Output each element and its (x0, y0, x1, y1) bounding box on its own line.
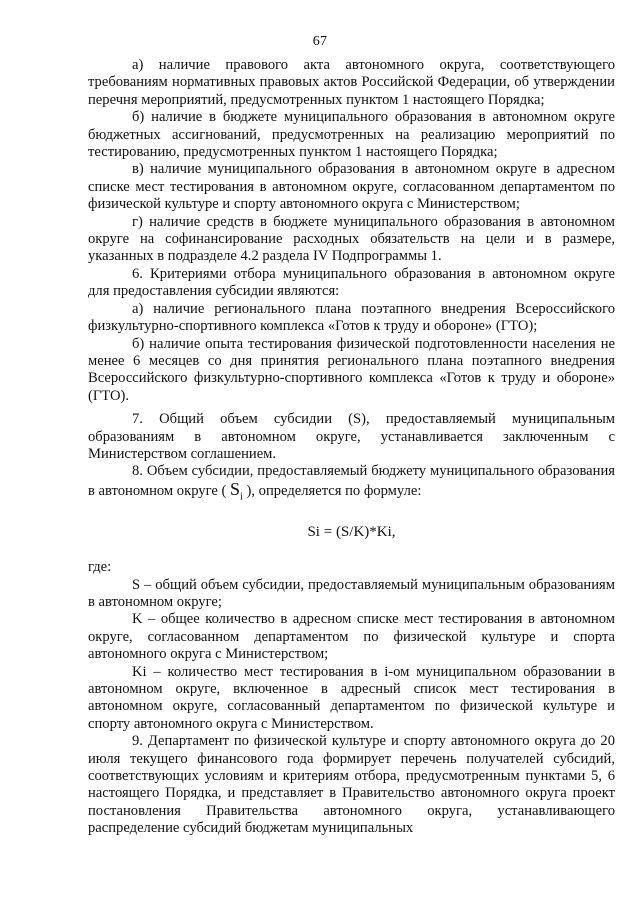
paragraph-5g: г) наличие средств в бюджете муниципального образования в автономном округе на софинансирование расходных обязательств на цели и в размере, указанных в подразделе 4.2 раздела IV Подпрограммы 1. (88, 213, 615, 265)
paragraph-8-end: ), определяется по формуле: (246, 482, 422, 499)
paragraph-5b: б) наличие в бюджете муниципального образования в автономном округе бюджетных ассигнований, предусмотренных на реализацию мероприятий по тестированию, предусмотренных пунктом 1 настоящего Порядка; (88, 109, 615, 161)
where-label: где: (88, 559, 112, 576)
paragraph-6b: б) наличие опыта тестирования физической подготовленности населения не менее 6 месяцев со дня принятия регионального плана поэтапного внедрения Всероссийского физкультурно-спортивного комплекса «Готов к труду и обороне» (ГТО). (88, 335, 615, 404)
page-number: 67 (312, 34, 328, 49)
subsidy-symbol-index: i (240, 491, 243, 503)
definition-ki: Ki – количество мест тестирования в i-ом муниципальном образовании в автономном округе, включенное в адресный список мест тестирования в автономном округе, согласованный департаментом по физической культуре и спорту автономного округа с Министерством. (88, 663, 615, 732)
paragraph-8 (88, 463, 615, 505)
subsidy-symbol-letter: S (230, 478, 241, 499)
paragraph-9: 9. Департамент по физической культуре и спорту автономного округа до 20 июля текущего финансового года формирует перечень получателей субсидий, соответствующих условиям и критериям отбора, предусмотренным пунктами 5, 6 настоящего Порядка, и представляет в Правительство автономного округа проект постановления Правительства автономного округа, устанавливающего распределение субсидий бюджетам муниципальных (88, 733, 615, 837)
definition-s: S – общий объем субсидии, предоставляемый муниципальным образованиям в автономном округе; (88, 576, 615, 610)
paragraph-5v: в) наличие муниципального образования в автономном округе в адресном списке мест тестирования в автономном округе, согласованном департаментом по физической культуре и спорту автономного округа с Министерством; (88, 161, 615, 213)
paragraph-7: 7. Общий объем субсидии (S), предоставляемый муниципальным образованиям в автономном округе, устанавливается заключенным с Министерством соглашением. (88, 411, 615, 462)
paragraph-6: 6. Критериями отбора муниципального образования в автономном округе для предоставления субсидии являются: (88, 265, 615, 300)
paragraph-6a: а) наличие регионального плана поэтапного внедрения Всероссийского физкультурно-спортивного комплекса «Готов к труду и обороне» (ГТО); (88, 300, 615, 335)
formula: Si = (S/K)*Ki, (307, 523, 396, 540)
paragraph-5a: а) наличие правового акта автономного округа, соответствующего требованиям нормативных правовых актов Российской Федерации, об утверждении перечня мероприятий, предусмотренных пунктом 1 настоящего Порядка; (88, 57, 615, 108)
paragraph-8-start: 8. Объем субсидии, предоставляемый бюджету муниципального образования в автономном округе ( (88, 463, 615, 499)
subsidy-symbol (230, 478, 243, 503)
document-body (88, 57, 615, 838)
definition-k: K – общее количество в адресном списке мест тестирования в автономном округе, согласованном департаментом по физической культуре и спорта автономного округа с Министерством; (88, 611, 615, 663)
